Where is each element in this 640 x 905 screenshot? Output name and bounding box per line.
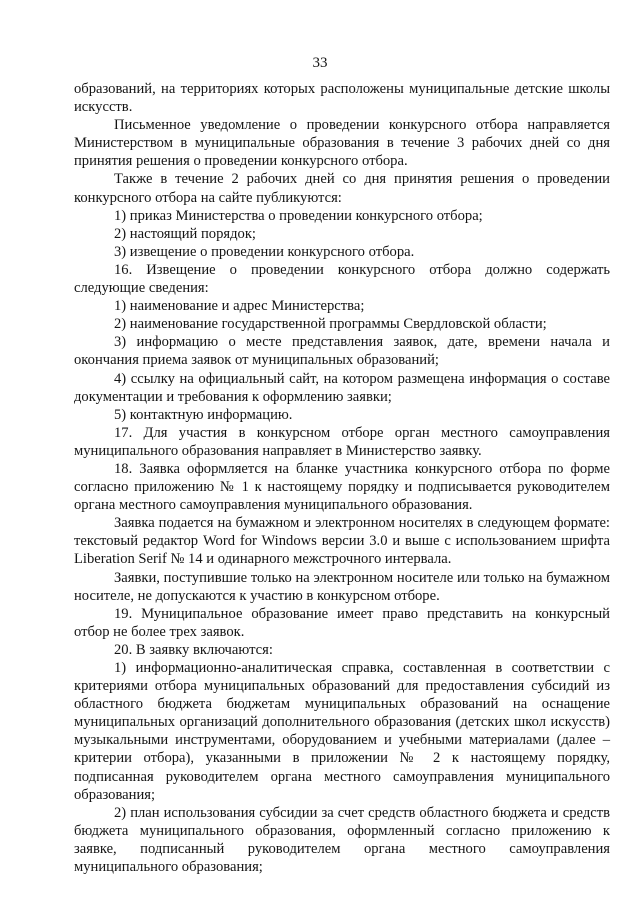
page-body: [74, 80, 610, 876]
paragraph: 19. Муниципальное образование имеет право представить на конкурсный отбор не более трех заявок.: [74, 605, 610, 640]
list-item: 3) информацию о месте представления заявок, дате, времени начала и окончания приема заявок от муниципальных образований;: [74, 334, 610, 369]
list-item: 1) информационно-аналитическая справка, составленная в соответствии с критериями отбора муниципальных образований для предоставления субсидий из областного бюджета бюджетам муниципальных образований на оснащение муниципальных организаций дополнительного образования (детских школ искусств) музыкальными инструментами, оборудованием и учебными материалами (далее – критерии отбора), указанными в приложении № 2 к настоящему порядку, подписанная руководителем органа местного самоуправления муниципального образования;: [74, 660, 610, 803]
paragraph: 20. В заявку включаются:: [114, 641, 273, 658]
paragraph: Также в течение 2 рабочих дней со дня принятия решения о проведении конкурсного отбора на сайте публикуются:: [74, 171, 610, 206]
list-item: 5) контактную информацию.: [114, 406, 293, 423]
list-item: 2) план использования субсидии за счет средств областного бюджета и средств бюджета муниципального образования, оформленный согласно приложению к заявке, подписанный руководителем органа местного самоуправления муниципального образования;: [74, 804, 610, 876]
paragraph: образований, на территориях которых расположены муниципальные детские школы искусств.: [74, 81, 610, 116]
paragraph: Заявка подается на бумажном и электронном носителях в следующем формате: текстовый редактор Word for Windows версии 3.0 и выше с использованием шрифта Liberation Serif № 14 и одинарного межстрочного интервала.: [74, 515, 610, 568]
list-item: 2) настоящий порядок;: [114, 225, 256, 242]
paragraph: 16. Извещение о проведении конкурсного отбора должно содержать следующие сведения:: [74, 261, 610, 297]
list-item: 1) приказ Министерства о проведении конкурсного отбора;: [114, 207, 483, 224]
list-item: 4) ссылку на официальный сайт, на котором размещена информация о составе документации и требования к оформлению заявки;: [74, 370, 610, 405]
page-number: 33: [312, 55, 328, 71]
list-item: 1) наименование и адрес Министерства;: [114, 298, 365, 315]
paragraph: Заявки, поступившие только на электронном носителе или только на бумажном носителе, не допускаются к участию в конкурсном отборе.: [74, 569, 610, 604]
paragraph: Письменное уведомление о проведении конкурсного отбора направляется Министерством в муниципальные образования в течение 3 рабочих дней со дня принятия решения о проведении конкурсного отбора.: [74, 117, 610, 170]
list-item: 2) наименование государственной программы Свердловской области;: [114, 316, 547, 333]
paragraph: 17. Для участия в конкурсном отборе орган местного самоуправления муниципального образования направляет в Министерство заявку.: [74, 424, 610, 459]
paragraph: 18. Заявка оформляется на бланке участника конкурсного отбора по форме согласно приложению № 1 к настоящему порядку и подписывается руководителем органа местного самоуправления муниципального образования.: [74, 460, 610, 514]
list-item: 3) извещение о проведении конкурсного отбора.: [114, 243, 415, 260]
